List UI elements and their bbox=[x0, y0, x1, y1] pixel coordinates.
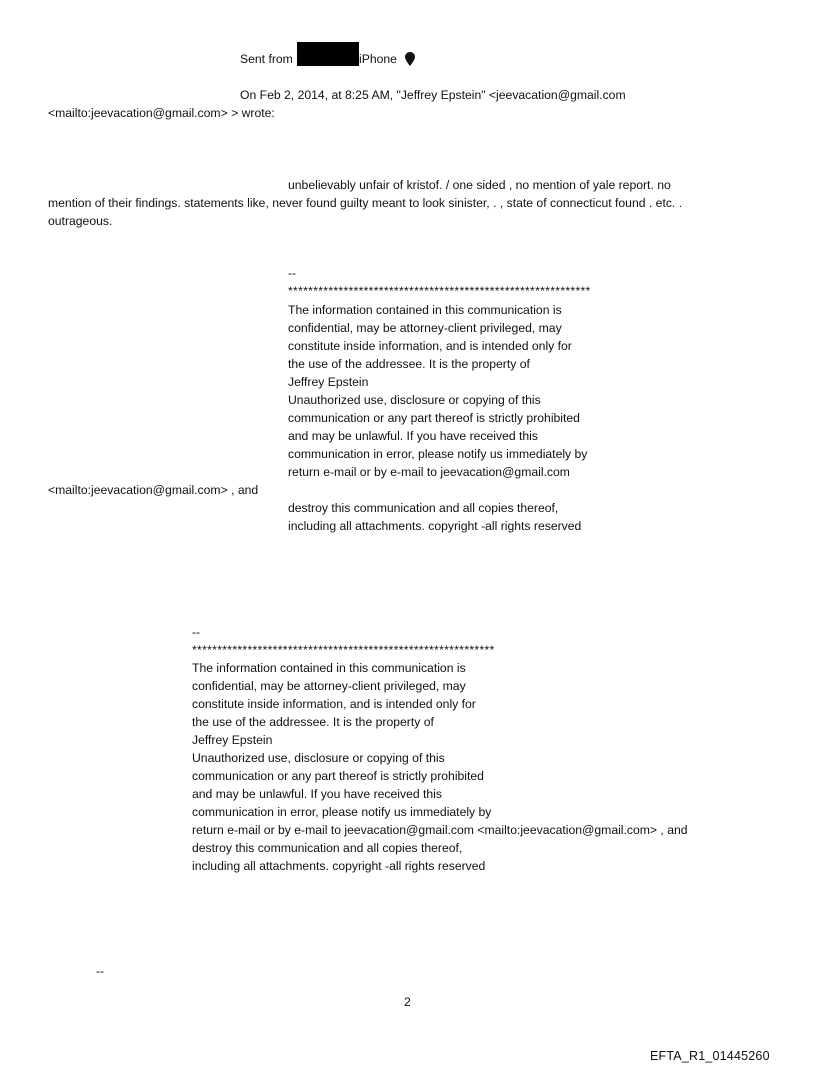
disclaimer-line: The information contained in this communication is bbox=[288, 303, 562, 317]
disclaimer-line: confidential, may be attorney-client privileged, may bbox=[192, 679, 466, 693]
signature-dashes: -- bbox=[288, 266, 297, 280]
disclaimer-line: Jeffrey Epstein bbox=[288, 375, 369, 389]
disclaimer-line: communication or any part thereof is strictly prohibited bbox=[192, 769, 484, 783]
star-divider: ************************************************************ bbox=[192, 643, 495, 657]
disclaimer-line: including all attachments. copyright -all rights reserved bbox=[288, 519, 582, 533]
disclaimer-line: communication in error, please notify us immediately by bbox=[288, 447, 588, 461]
reply-header-line-1: On Feb 2, 2014, at 8:25 AM, "Jeffrey Epstein" <jeevacation@gmail.com bbox=[240, 88, 626, 102]
disclaimer-mailto-line: <mailto:jeevacation@gmail.com> , and bbox=[48, 483, 259, 497]
redaction-block bbox=[297, 42, 359, 66]
disclaimer-line: The information contained in this communication is bbox=[192, 661, 466, 675]
disclaimer-line: and may be unlawful. If you have received this bbox=[192, 787, 442, 801]
disclaimer-line: the use of the addressee. It is the property of bbox=[192, 715, 434, 729]
disclaimer-line: including all attachments. copyright -all rights reserved bbox=[192, 859, 486, 873]
sent-from-suffix: iPhone bbox=[359, 52, 397, 66]
disclaimer-line: Unauthorized use, disclosure or copying of this bbox=[192, 751, 445, 765]
reply-header-line-2: <mailto:jeevacation@gmail.com> > wrote: bbox=[48, 106, 275, 120]
disclaimer-line: destroy this communication and all copies thereof, bbox=[288, 501, 559, 515]
signature-dashes: -- bbox=[192, 625, 201, 639]
message-line-2: mention of their findings. statements like, never found guilty meant to look sinister, . , state of connecticut found . etc. . bbox=[48, 196, 683, 210]
document-id: EFTA_R1_01445260 bbox=[650, 1049, 770, 1063]
disclaimer-line: communication or any part thereof is strictly prohibited bbox=[288, 411, 580, 425]
bottom-dashes: -- bbox=[96, 964, 105, 978]
disclaimer-line: confidential, may be attorney-client privileged, may bbox=[288, 321, 562, 335]
disclaimer-line: and may be unlawful. If you have received this bbox=[288, 429, 538, 443]
location-pin-icon bbox=[405, 52, 415, 66]
disclaimer-line: the use of the addressee. It is the property of bbox=[288, 357, 530, 371]
disclaimer-line: Jeffrey Epstein bbox=[192, 733, 273, 747]
sent-from-prefix: Sent from bbox=[240, 52, 293, 66]
message-line-3: outrageous. bbox=[48, 214, 113, 228]
disclaimer-line: communication in error, please notify us immediately by bbox=[192, 805, 492, 819]
disclaimer-line: destroy this communication and all copies thereof, bbox=[192, 841, 463, 855]
disclaimer-line: Unauthorized use, disclosure or copying of this bbox=[288, 393, 541, 407]
message-line-1: unbelievably unfair of kristof. / one sided , no mention of yale report. no bbox=[288, 178, 671, 192]
disclaimer-line: return e-mail or by e-mail to jeevacation@gmail.com bbox=[288, 465, 570, 479]
disclaimer-line: return e-mail or by e-mail to jeevacation@gmail.com <mailto:jeevacation@gmail.com> , and bbox=[192, 823, 688, 837]
page-number: 2 bbox=[404, 995, 411, 1009]
star-divider: ************************************************************ bbox=[288, 284, 591, 298]
disclaimer-line: constitute inside information, and is intended only for bbox=[288, 339, 572, 353]
disclaimer-line: constitute inside information, and is intended only for bbox=[192, 697, 476, 711]
